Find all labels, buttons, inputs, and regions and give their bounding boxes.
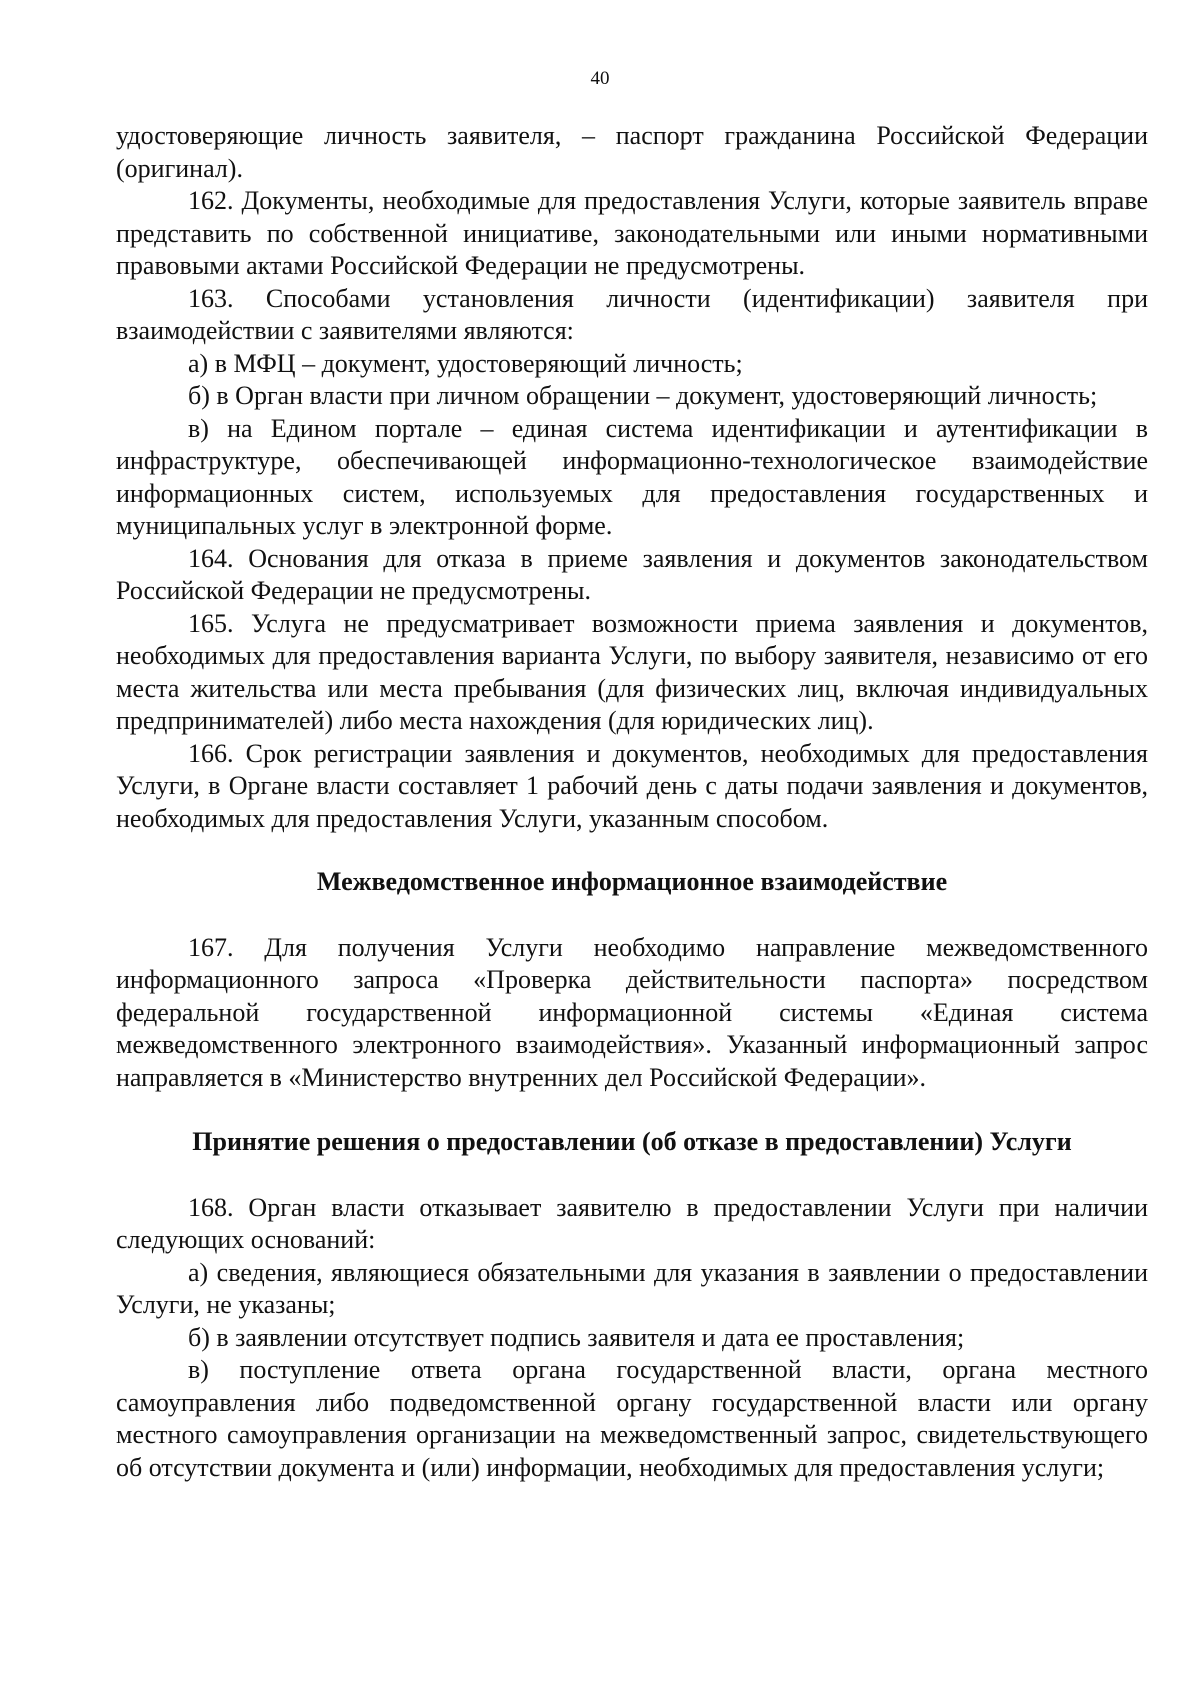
paragraph-164: 164. Основания для отказа в приеме заявления и документов законодательством Российской Федерации не предусмотрены. [116,543,1148,605]
paragraph-continued: удостоверяющие личность заявителя, – паспорт гражданина Российской Федерации (оригинал). [116,121,1148,183]
paragraph-168-a: а) сведения, являющиеся обязательными для указания в заявлении о предоставлении Услуги, не указаны; [116,1257,1148,1319]
section-heading-decision: Принятие решения о предоставлении (об отказе в предоставлении) Услуги [192,1127,1072,1156]
paragraph-165: 165. Услуга не предусматривает возможности приема заявления и документов, необходимых для предоставления варианта Услуги, по выбору заявителя, независимо от его места жительства или места пребывания (для физических лиц, включая индивидуальных предпринимателей) либо места нахождения (для юридических лиц). [116,608,1148,735]
page-number: 40 [590,68,610,89]
paragraph-168-v: в) поступление ответа органа государственной власти, органа местного самоуправления либо подведомственной органу государственной власти или органу местного самоуправления организации на межведомственный запрос, свидетельствующего об отсутствии документа и (или) информации, необходимых для предоставления услуги; [116,1355,1148,1482]
paragraph-163: 163. Способами установления личности (идентификации) заявителя при взаимодействии с заявителями являются: [116,283,1148,345]
paragraph-163-v: в) на Едином портале – единая система идентификации и аутентификации в инфраструктуре, обеспечивающей информационно-технологическое взаимодействие информационных систем, используемых для предоставления государственных и муниципальных услуг в электронной форме. [116,413,1148,540]
section-heading-interagency: Межведомственное информационное взаимодействие [316,867,948,896]
paragraph-162: 162. Документы, необходимые для предоставления Услуги, которые заявитель вправе представить по собственной инициативе, законодательными или иными нормативными правовыми актами Российской Федерации не предусмотрены. [116,186,1148,280]
document-body [116,120,1148,1484]
paragraph-166: 166. Срок регистрации заявления и документов, необходимых для предоставления Услуги, в Органе власти составляет 1 рабочий день с даты подачи заявления и документов, необходимых для предоставления Услуги, указанным способом. [116,738,1148,833]
paragraph-163-a: а) в МФЦ – документ, удостоверяющий личность; [188,348,743,378]
paragraph-168: 168. Орган власти отказывает заявителю в предоставлении Услуги при наличии следующих оснований: [116,1192,1148,1254]
paragraph-168-b: б) в заявлении отсутствует подпись заявителя и дата ее проставления; [188,1322,965,1352]
paragraph-167: 167. Для получения Услуги необходимо направление межведомственного информационного запроса «Проверка действительности паспорта» посредством федеральной государственной информационной системы «Единая система межведомственного электронного взаимодействия». Указанный информационный запрос направляется в «Министерство внутренних дел Российской Федерации». [116,932,1148,1092]
paragraph-163-b: б) в Орган власти при личном обращении – документ, удостоверяющий личность; [188,381,1098,410]
